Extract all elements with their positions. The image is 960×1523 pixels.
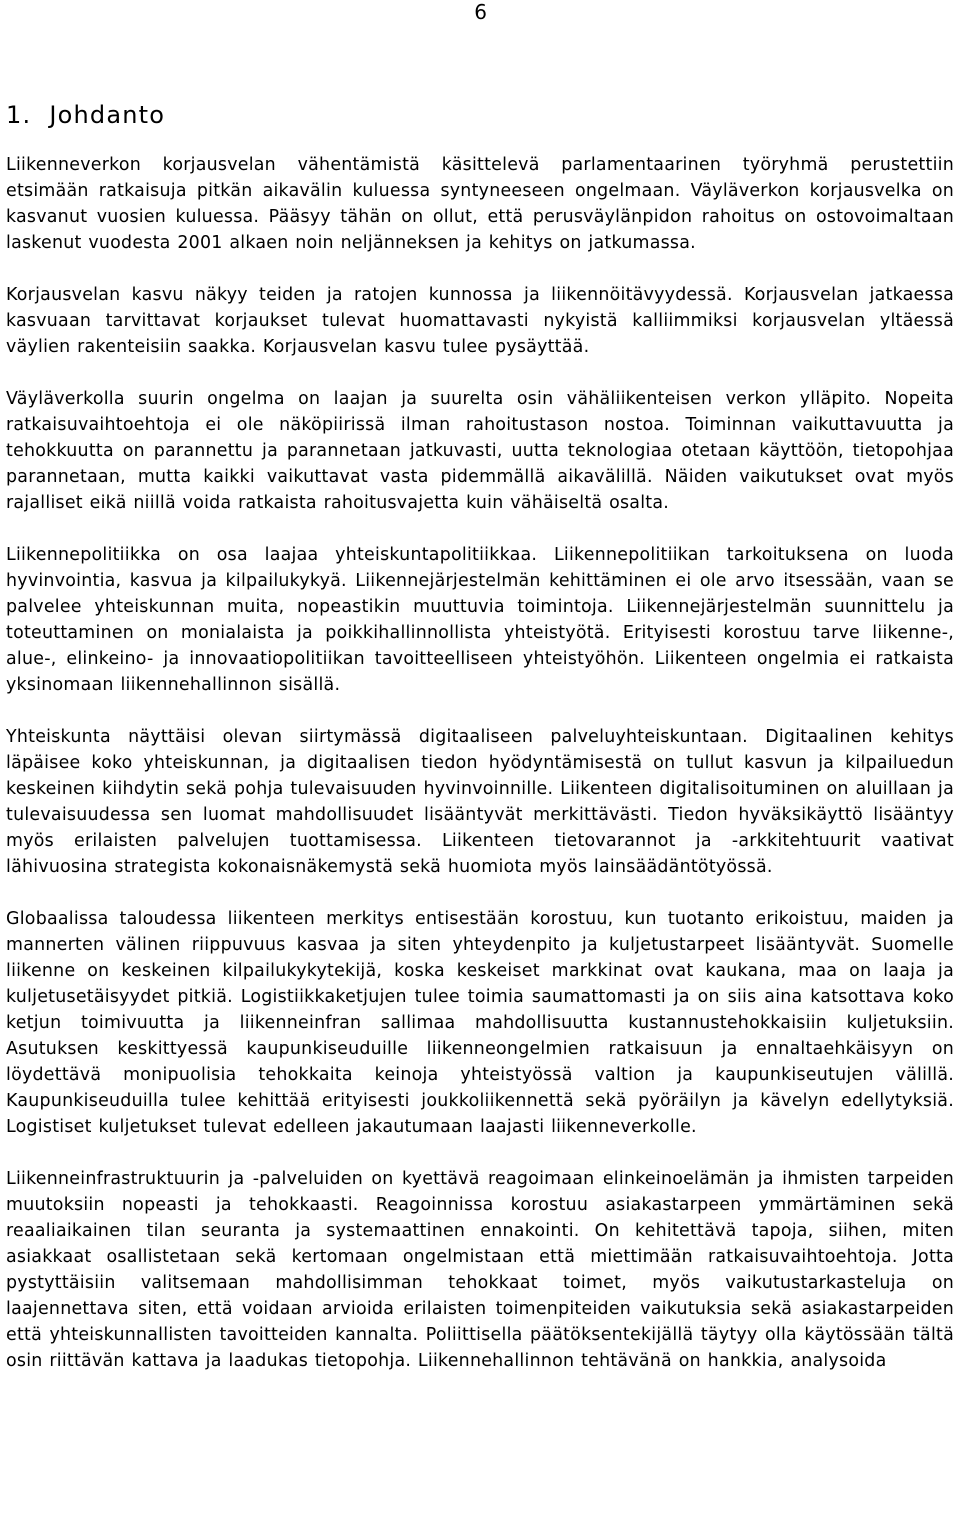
paragraph: Väyläverkolla suurin ongelma on laajan ja suurelta osin vähäliikenteisen verkon ylläpito. Nopeita ratkaisuvaihtoehtoja ei ole näköpiirissä ilman rahoitustason nostoa. Toiminnan vaikuttavuutta ja tehokkuutta on parannettu ja parannetaan jatkuvasti, uutta teknologiaa otetaan käyttöön, tietopohjaa parannetaan, mutta kaikki vaikuttavat vasta pidemmällä aikavälillä. Näiden vaikutukset ovat myös rajalliset eikä niillä voida ratkaista rahoitusvajetta kuin vähäiseltä osalta. (6, 389, 954, 513)
body-text (6, 152, 954, 1374)
section-heading (6, 100, 165, 130)
paragraph: Yhteiskunta näyttäisi olevan siirtymässä digitaaliseen palveluyhteiskuntaan. Digitaalinen kehitys läpäisee koko yhteiskunnan, ja digitaalisen tiedon hyödyntämisestä on tullut kasvun ja kilpailuedun keskeinen kiihdytin sekä pohja tulevaisuuden hyvinvoinnille. Liikenteen digitalisoituminen on aluillaan ja tulevaisuudessa sen luomat mahdollisuudet lisääntyvät merkittävästi. Tiedon hyväksikäyttö lisääntyy myös erilaisten palvelujen tuottamisessa. Liikenteen tietovarannot ja -arkkitehtuurit vaativat lähivuosina strategista kokonaisnäkemystä sekä huomiota myös lainsäädäntötyössä. (6, 727, 954, 877)
paragraph: Liikennepolitiikka on osa laajaa yhteiskuntapolitiikkaa. Liikennepolitiikan tarkoituksena on luoda hyvinvointia, kasvua ja kilpailukykyä. Liikennejärjestelmän kehittäminen ei ole arvo itsessään, vaan se palvelee yhteiskunnan muita, nopeastikin muuttuvia toimintoja. Liikennejärjestelmän suunnittelu ja toteuttaminen on monialaista ja poikkihallinnollista yhteistyötä. Erityisesti korostuu tarve liikenne-, alue-, elinkeino- ja innovaatiopolitiikan tavoitteelliseen yhteistyöhön. Liikenteen ongelmia ei ratkaista yksinomaan liikennehallinnon sisällä. (6, 545, 954, 695)
section-title: Johdanto (49, 101, 166, 129)
section-number: 1. (6, 101, 32, 129)
paragraph: Liikenneverkon korjausvelan vähentämistä käsittelevä parlamentaarinen työryhmä perustettiin etsimään ratkaisuja pitkän aikavälin kuluessa syntyneeseen ongelmaan. Väyläverkon korjausvelka on kasvanut vuosien kuluessa. Pääsyy tähän on ollut, että perusväylänpidon rahoitus on ostovoimaltaan laskenut vuodesta 2001 alkaen noin neljänneksen ja kehitys on jatkumassa. (6, 155, 954, 253)
paragraph: Korjausvelan kasvu näkyy teiden ja ratojen kunnossa ja liikennöitävyydessä. Korjausvelan jatkaessa kasvuaan tarvittavat korjaukset tulevat huomattavasti nykyistä kalliimmiksi korjausvelan yltäessä väylien rakenteisiin saakka. Korjausvelan kasvu tulee pysäyttää. (6, 285, 954, 357)
paragraph: Liikenneinfrastruktuurin ja -palveluiden on kyettävä reagoimaan elinkeinoelämän ja ihmisten tarpeiden muutoksiin nopeasti ja tehokkaasti. Reagoinnissa korostuu asiakastarpeen ymmärtäminen sekä reaaliaikainen tilan seuranta ja systemaattinen ennakointi. On kehitettävä tapoja, siihen, miten asiakkaat osallistetaan sekä kertomaan ongelmistaan että miettimään ratkaisuvaihtoehtoja. Jotta pystyttäisiin valitsemaan mahdollisimman tehokkaat toimet, myös vaikutustarkasteluja on laajennettava siten, että voidaan arvioida erilaisten toimenpiteiden vaikutuksia sekä asiakastarpeiden että yhteiskunnallisten tavoitteiden kannalta. Poliittisella päätöksentekijällä täytyy olla käytössään tältä osin riittävän kattava ja laadukas tietopohja. Liikennehallinnon tehtävänä on hankkia, analysoida (6, 1169, 954, 1371)
page-number: 6 (474, 0, 487, 24)
paragraph: Globaalissa taloudessa liikenteen merkitys entisestään korostuu, kun tuotanto erikoistuu, maiden ja mannerten välinen riippuvuus kasvaa ja siten yhteydenpito ja kuljetustarpeet lisääntyvät. Suomelle liikenne on keskeinen kilpailukykytekijä, koska keskeiset markkinat ovat kaukana, maa on laaja ja kuljetusetäisyydet pitkiä. Logistiikkaketjujen tulee toimia saumattomasti ja on siis aina katsottava koko ketjun toimivuutta ja liikenneinfran sallimaa mahdollisuutta kustannustehokkaisiin kuljetuksiin. Asutuksen keskittyessä kaupunkiseuduille liikenneongelmien ratkaisuun ja ennaltaehkäisyyn on löydettävä monipuolisia tehokkaita keinoja yhteistyössä valtion ja kaupunkiseutujen välillä. Kaupunkiseuduilla tulee kehittää erityisesti joukkoliikennettä sekä pyöräilyn ja kävelyn edellytyksiä. Logistiset kuljetukset tulevat edelleen jakautumaan laajasti liikenneverkolle. (6, 909, 954, 1137)
